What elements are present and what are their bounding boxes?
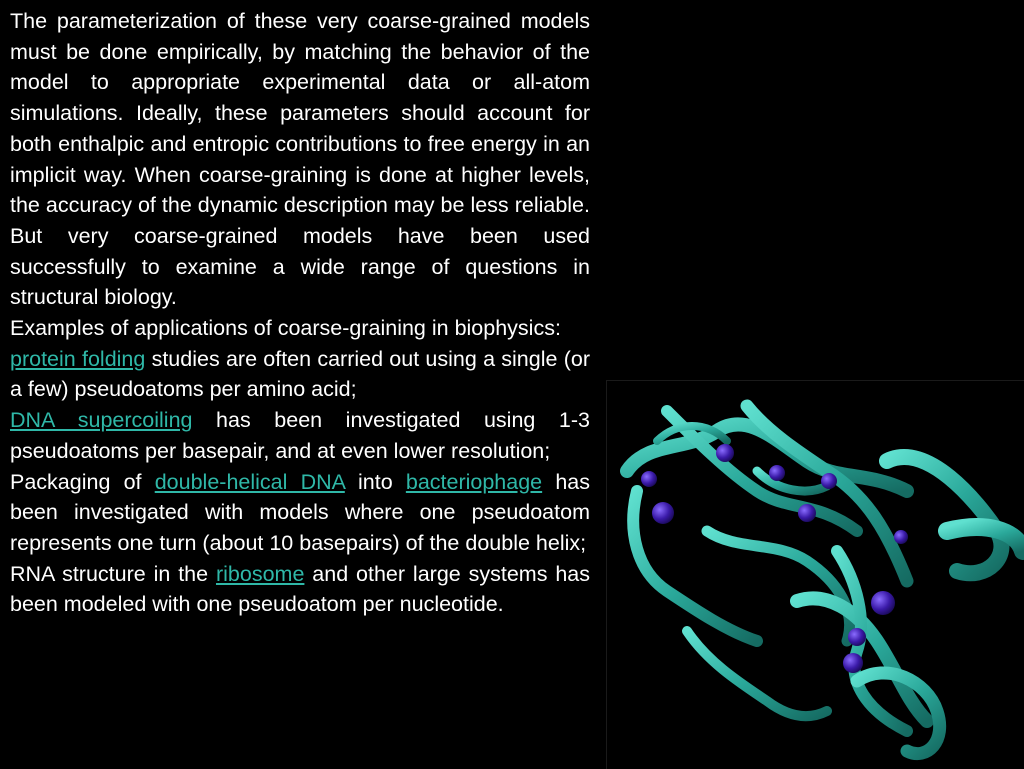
rna-text: and other large systems has been modeled with one pseudoatom per nucleotide. [10,561,590,617]
dna-supercoiling-link[interactable]: DNA supercoiling [10,408,193,433]
article-text [10,6,590,620]
pseudoatom-sphere [848,628,866,646]
pseudoatom-sphere [641,471,657,487]
bacteriophage-link[interactable]: bacteriophage [405,469,543,494]
paragraph-parameterization: The parameterization of these very coarse-grained models must be done empirically, by matching the behavior of the model to appropriate experimental data or all-atom simulations. Ideally, these parameters should account for both enthalpic and entropic contributions to free energy in an implicit way. When coarse-graining is done at higher levels, the accuracy of the dynamic description may be less reliable. But very coarse-grained models have been used successfully to examine a wide range of questions in structural biology. [10,9,590,310]
pseudoatom-sphere [843,653,863,673]
pseudoatom-sphere [798,504,816,522]
double-helical-dna-link[interactable]: double-helical DNA [154,469,345,494]
pseudoatom-sphere [652,502,674,524]
pseudoatom-sphere [871,591,895,615]
ribbon-strands [627,406,1023,754]
paragraph-rna-structure [10,559,590,620]
protein-folding-link[interactable]: protein folding [10,346,146,371]
protein-ribbon-figure [606,380,1024,769]
paragraph-dna-supercoiling [10,405,590,466]
ribosome-link[interactable]: ribosome [215,561,305,586]
dna-supercoiling-text: has been investigated using 1-3 pseudoatoms per basepair, and at even lower resolution; [10,408,590,463]
paragraph-examples-intro: Examples of applications of coarse-graining in biophysics: [10,316,561,341]
packaging-pre-text: Packaging of [10,469,155,494]
packaging-text: has been investigated with models where one pseudoatom represents one turn (about 10 basepairs) of the double helix; [10,469,590,555]
packaging-mid-text: into [344,469,406,494]
pseudoatom-sphere [769,465,785,481]
protein-ribbon-image [607,381,1024,769]
protein-folding-text: studies are often carried out using a single (or a few) pseudoatoms per amino acid; [10,346,590,402]
rna-pre-text: RNA structure in the [10,561,216,586]
paragraph-packaging [10,467,590,559]
paragraph-protein-folding [10,344,590,405]
pseudoatom-sphere [894,530,908,544]
pseudoatom-sphere [716,444,734,462]
pseudoatom-sphere [821,473,837,489]
